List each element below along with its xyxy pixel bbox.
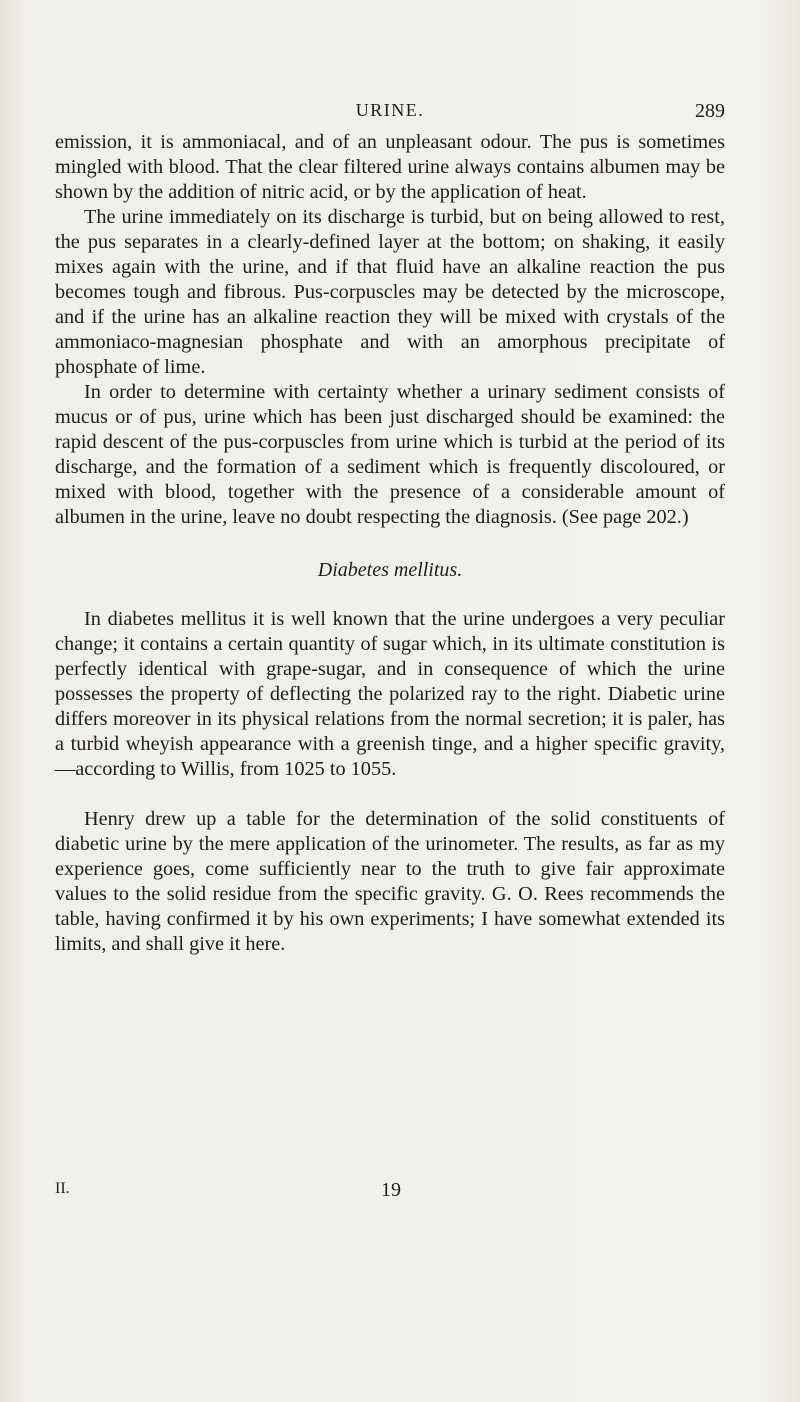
volume-signature: II.	[55, 1180, 70, 1197]
paragraph-diabetes-mellitus: In diabetes mellitus it is well known that the urine undergoes a very peculiar change; it contains a certain quantity of sugar which, in its ultimate constitution is perfectly identical with grape-sugar, and in consequence of which the urine possesses the property of deflecting the polarized ray to the right. Diabetic urine differs moreover in its physical relations from the normal secretion; it is paler, has a turbid wheyish appearance with a greenish tinge, and a higher specific gravity,—according to Willis, from 1025 to 1055.	[55, 608, 725, 780]
page-footer	[55, 1180, 725, 1206]
paragraph-turbid-urine: The urine immediately on its discharge is turbid, but on being allowed to rest, the pus separates in a clearly-defined layer at the bottom; on shaking, it easily mixes again with the urine, and if that fluid have an alkaline reaction the pus becomes tough and fibrous. Pus-corpuscles may be detected by the microscope, and if the urine has an alkaline reaction they will be mixed with crystals of the ammoniaco-magnesian phosphate and with an amorphous precipitate of phosphate of lime.	[55, 206, 725, 378]
body-text	[55, 130, 725, 957]
paragraph-mucus-or-pus: In order to determine with certainty whether a urinary sediment consists of mucus or of pus, urine which has been just discharged should be examined: the rapid descent of the pus-corpuscles from urine which is turbid at the period of its discharge, and the formation of a sediment which is frequently discoloured, or mixed with blood, together with the presence of a considerable amount of albumen in the urine, leave no doubt respecting the diagnosis. (See page 202.)	[55, 381, 725, 528]
paragraph-henry-table: Henry drew up a table for the determination of the solid constituents of diabetic urine by the mere application of the urinometer. The results, as far as my experience goes, come sufficiently near to the truth to give fair approximate values to the solid residue from the specific gravity. G. O. Rees recommends the table, having confirmed it by his own experiments; I have somewhat extended its limits, and shall give it here.	[55, 808, 725, 955]
paragraph-continuation: emission, it is ammoniacal, and of an unpleasant odour. The pus is sometimes mingled with blood. That the clear filtered urine always contains albumen may be shown by the addition of nitric acid, or by the application of heat.	[55, 131, 725, 203]
running-head-title: URINE.	[355, 100, 425, 120]
page-number: 289	[695, 100, 725, 122]
running-head	[55, 100, 725, 130]
paragraph-gap	[55, 782, 725, 807]
sheet-number: 19	[381, 1179, 401, 1201]
section-heading: Diabetes mellitus.	[317, 559, 463, 581]
